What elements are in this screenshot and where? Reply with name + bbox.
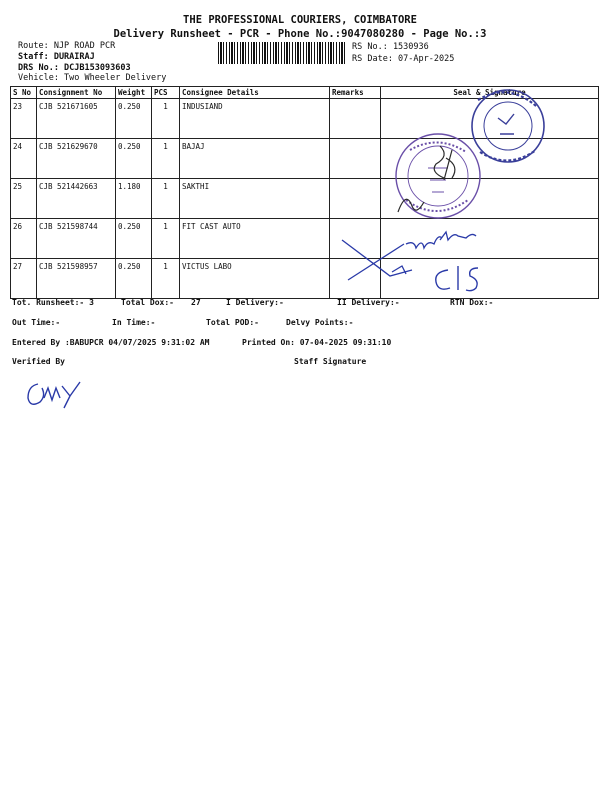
total-dox-value: 27 xyxy=(191,298,201,307)
cell-remarks xyxy=(330,99,381,139)
staff-label: Staff: DURAIRAJ xyxy=(18,52,95,62)
drs-number: DRS No.: DCJB153093603 xyxy=(18,63,131,73)
cell-remarks xyxy=(330,179,381,219)
rtn-dox-label: RTN Dox:- xyxy=(450,298,494,307)
runsheet-table xyxy=(10,86,599,299)
cell-consignment: CJB 521598957 xyxy=(37,259,116,299)
entered-by: Entered By :BABUPCR 04/07/2025 9:31:02 AM xyxy=(12,338,210,347)
table-row xyxy=(11,99,599,139)
total-pod-label: Total POD:- xyxy=(206,318,259,327)
out-time-label: Out Time:- xyxy=(12,318,61,327)
col-header-remarks: Remarks xyxy=(330,87,381,99)
cell-consignee: VICTUS LABO xyxy=(180,259,330,299)
printed-on: Printed On: 07-04-2025 09:31:10 xyxy=(242,338,392,347)
verified-by-label: Verified By xyxy=(12,357,65,366)
rs-date: RS Date: 07-Apr-2025 xyxy=(352,54,455,64)
cell-pcs: 1 xyxy=(152,179,180,219)
cell-remarks xyxy=(330,139,381,179)
staff-signature-label: Staff Signature xyxy=(294,357,367,366)
cell-consignee: FIT CAST AUTO xyxy=(180,219,330,259)
cell-seal xyxy=(381,259,599,299)
col-header-consignment: Consignment No xyxy=(37,87,116,99)
cell-consignment: CJB 521629670 xyxy=(37,139,116,179)
col-header-pcs: PCS xyxy=(152,87,180,99)
cell-consignment: CJB 521442663 xyxy=(37,179,116,219)
cell-pcs: 1 xyxy=(152,219,180,259)
i-delivery-label: I Delivery:- xyxy=(226,298,284,307)
cell-consignee: BAJAJ xyxy=(180,139,330,179)
cell-consignment: CJB 521671605 xyxy=(37,99,116,139)
cell-seal xyxy=(381,99,599,139)
cell-weight: 0.250 xyxy=(116,139,152,179)
table-header-row xyxy=(11,87,599,99)
cell-seal xyxy=(381,139,599,179)
ii-delivery-label: II Delivery:- xyxy=(337,298,400,307)
total-dox-label: Total Dox:- xyxy=(121,298,174,307)
cell-weight: 0.250 xyxy=(116,99,152,139)
route-label: Route: NJP ROAD PCR xyxy=(18,41,116,51)
cell-seal xyxy=(381,219,599,259)
cell-weight: 0.250 xyxy=(116,219,152,259)
cell-weight: 0.250 xyxy=(116,259,152,299)
col-header-seal: Seal & Signature xyxy=(381,87,599,99)
cell-pcs: 1 xyxy=(152,99,180,139)
cell-remarks xyxy=(330,219,381,259)
cell-sno: 24 xyxy=(11,139,37,179)
table-row xyxy=(11,139,599,179)
cell-pcs: 1 xyxy=(152,139,180,179)
col-header-sno: S No xyxy=(11,87,37,99)
cell-sno: 26 xyxy=(11,219,37,259)
in-time-label: In Time:- xyxy=(112,318,156,327)
runsheet-subtitle: Delivery Runsheet - PCR - Phone No.:9047080280 - Page No.:3 xyxy=(113,28,487,40)
cell-consignee: SAKTHI xyxy=(180,179,330,219)
col-header-weight: Weight xyxy=(116,87,152,99)
cell-sno: 25 xyxy=(11,179,37,219)
table-row xyxy=(11,219,599,259)
verifier-signature xyxy=(24,376,88,412)
barcode xyxy=(218,42,346,64)
vehicle-label: Vehicle: Two Wheeler Delivery xyxy=(18,73,167,83)
cell-sno: 27 xyxy=(11,259,37,299)
table-row xyxy=(11,259,599,299)
cell-seal xyxy=(381,179,599,219)
company-title: THE PROFESSIONAL COURIERS, COIMBATORE xyxy=(183,14,417,26)
delvy-points-label: Delvy Points:- xyxy=(286,318,354,327)
cell-remarks xyxy=(330,259,381,299)
table-row xyxy=(11,179,599,219)
cell-consignment: CJB 521598744 xyxy=(37,219,116,259)
rs-number: RS No.: 1530936 xyxy=(352,42,429,52)
cell-sno: 23 xyxy=(11,99,37,139)
col-header-consignee: Consignee Details xyxy=(180,87,330,99)
tot-runsheet: Tot. Runsheet:- 3 xyxy=(12,298,94,307)
cell-weight: 1.180 xyxy=(116,179,152,219)
cell-consignee: INDUSIAND xyxy=(180,99,330,139)
cell-pcs: 1 xyxy=(152,259,180,299)
